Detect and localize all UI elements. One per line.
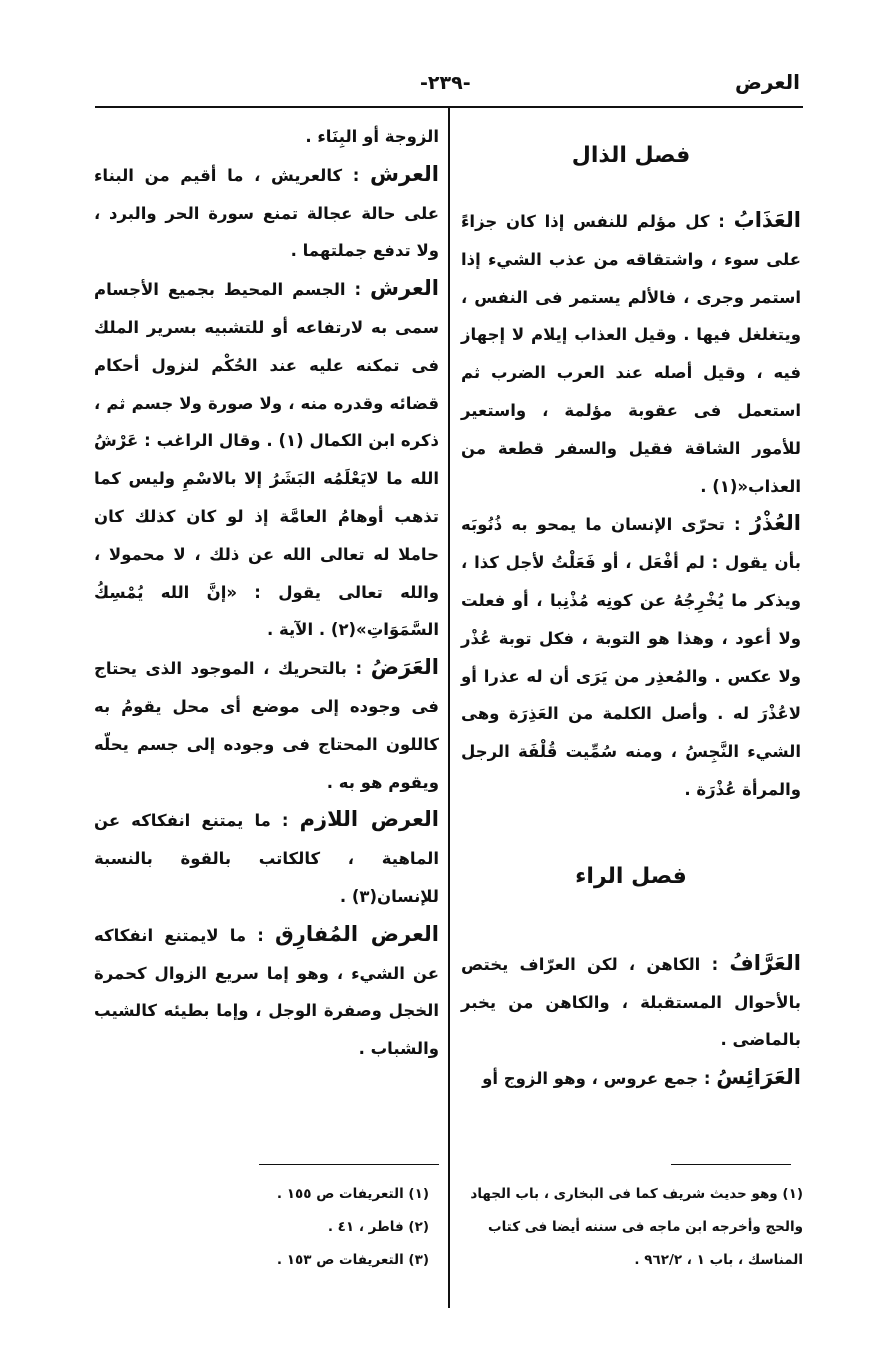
headword: العُذْرُ — [749, 511, 802, 536]
running-head-word: العرض — [735, 70, 800, 94]
headword: العَذَابُ — [733, 208, 801, 232]
headword: العَرَّافُ — [729, 950, 801, 975]
section-title-ra: فصل الراء — [575, 863, 687, 889]
running-header — [80, 70, 800, 100]
headword: العرض المُفارِق — [275, 921, 440, 946]
entry-arsh-2 — [94, 270, 439, 649]
entry-udhr — [461, 505, 801, 808]
spacer — [461, 809, 801, 857]
section-title-dhal: فصل الذال — [571, 143, 691, 168]
definition: : ما يمتنع انفكاكه عن الماهية ، كالكاتب بالقوة بالنسبة للإنسان(٣) . — [94, 811, 439, 906]
definition: : كل مؤلم للنفس إذا كان جزاءً على سوء ، واشتقاقه من عذب الشيء إذا استمر وجرى ، فالألم يستمر فى النفس ، ويتغلغل فيها . وقيل العذاب إيلام لا إجهاز فيه ، وقيل أصله عند العرب الضرب ثم استعمل فى عقوبة مؤلمة ، واستعير للأمور الشاقة فقيل والسفر قطعة من العذاب«(١) . — [461, 212, 801, 496]
footnotes-right — [457, 1178, 803, 1277]
definition: : جمع عروس ، وهو الزوج أو — [482, 1069, 711, 1089]
entry-arad — [94, 649, 439, 801]
footnote: (٣) التعريفات ص ١٥٣ . — [276, 1252, 429, 1268]
footnote-rule-left — [259, 1164, 439, 1165]
spacer — [461, 176, 801, 202]
headword: العَرَضُ — [370, 655, 439, 680]
entry-adhab — [461, 202, 801, 505]
headword: العرش — [370, 276, 439, 301]
continuation-text: الزوجة أو البِنَاء . — [305, 127, 439, 146]
definition: : الجسم المحيط بجميع الأجسام سمى به لارتفاعه أو للتشبيه بسرير الملك فى تمكنه عليه عند الحُكْم لنزول أحكام قضائه وقدره منه ، ولا صورة ولا جسم ثم ، ذكره ابن الكمال (١) . وقال الراغب : عَرْشُ الله ما لايَعْلَمُه البَشَرُ إلا بالاسْمِ وليس كما تذهب أوهامُ العامَّة إذ لو كان كذلك كان حاملا له تعالى الله عن ذلك ، لا محمولا ، والله تعالى يقول : «إنَّ الله يُمْسِكُ السَّمَوَاتِ»(٢) . الآية . — [94, 280, 440, 640]
footnote: (٢) فاطر ، ٤١ . — [327, 1219, 429, 1235]
column-divider — [448, 108, 450, 1308]
right-column — [461, 136, 801, 1098]
entry-arad-lazim — [94, 801, 439, 915]
entry-arad-mufariq — [94, 916, 439, 1068]
definition: : ما لايمتنع انفكاكه عن الشيء ، وهو إما سريع الزوال كحمرة الخجل وصفرة الوجل ، وإما بطيئه كالشيب والشباب . — [94, 925, 439, 1059]
footnote: (١) وهو حديث شريف كما فى البخارى ، باب الجهاد والحج وأخرجه ابن ماجه فى سننه أيضا فى كتاب المناسك ، باب ١ ، ٩٦٢/٢ . — [470, 1186, 803, 1268]
headword: العَرَائِسُ — [716, 1065, 801, 1090]
footnotes-left — [229, 1178, 429, 1277]
definition: : بالتحريك ، الموجود الذى يحتاج فى وجوده إلى موضع أى محل يقومُ به كاللون المحتاج فى وجوده إلى جسم يحلّه ويقوم هو به . — [94, 659, 439, 792]
entry-araes — [461, 1059, 801, 1098]
footnote: (١) التعريفات ص ١٥٥ . — [276, 1186, 429, 1202]
definition: : كالعريش ، ما أقيم من البناء على حالة عجالة تمنع سورة الحر والبرد ، ولا تدفع جملتهما . — [94, 165, 439, 261]
definition: : الكاهن ، لكن العرّاف يختص بالأحوال المستقبلة ، والكاهن من يخبر بالماضى . — [461, 954, 801, 1050]
headword: العرض اللازم — [299, 807, 440, 832]
left-column — [94, 118, 439, 1068]
footnote-rule-right — [671, 1164, 791, 1165]
spacer — [461, 897, 801, 945]
entry-arraf — [461, 945, 801, 1059]
definition: : تحرّى الإنسان ما يمحو به ذُنُوبَه بأن يقول : لم أفْعَل ، أو فَعَلْتُ لأجل كذا ، ويذكر ما يُخْرِجُهُ عن كونِه مُذْنِبا ، أو فعلت ولا أعود ، وهذا هو التوبة ، فكل توبة عُذْر ولا عكس . والمُعذِر من يَرَى أن له عذرا أو لاعُذْرَ له . وأصل الكلمة من العَذِرَة وهى الشيء النَّجِسُ ، ومنه سُمِّيت قُلْفَة الرجل والمرأة عُذْرَة . — [461, 515, 801, 799]
headword: العرش — [370, 161, 440, 186]
page-number: -٢٣٩- — [420, 72, 471, 94]
entry-arsh-1 — [94, 156, 439, 270]
